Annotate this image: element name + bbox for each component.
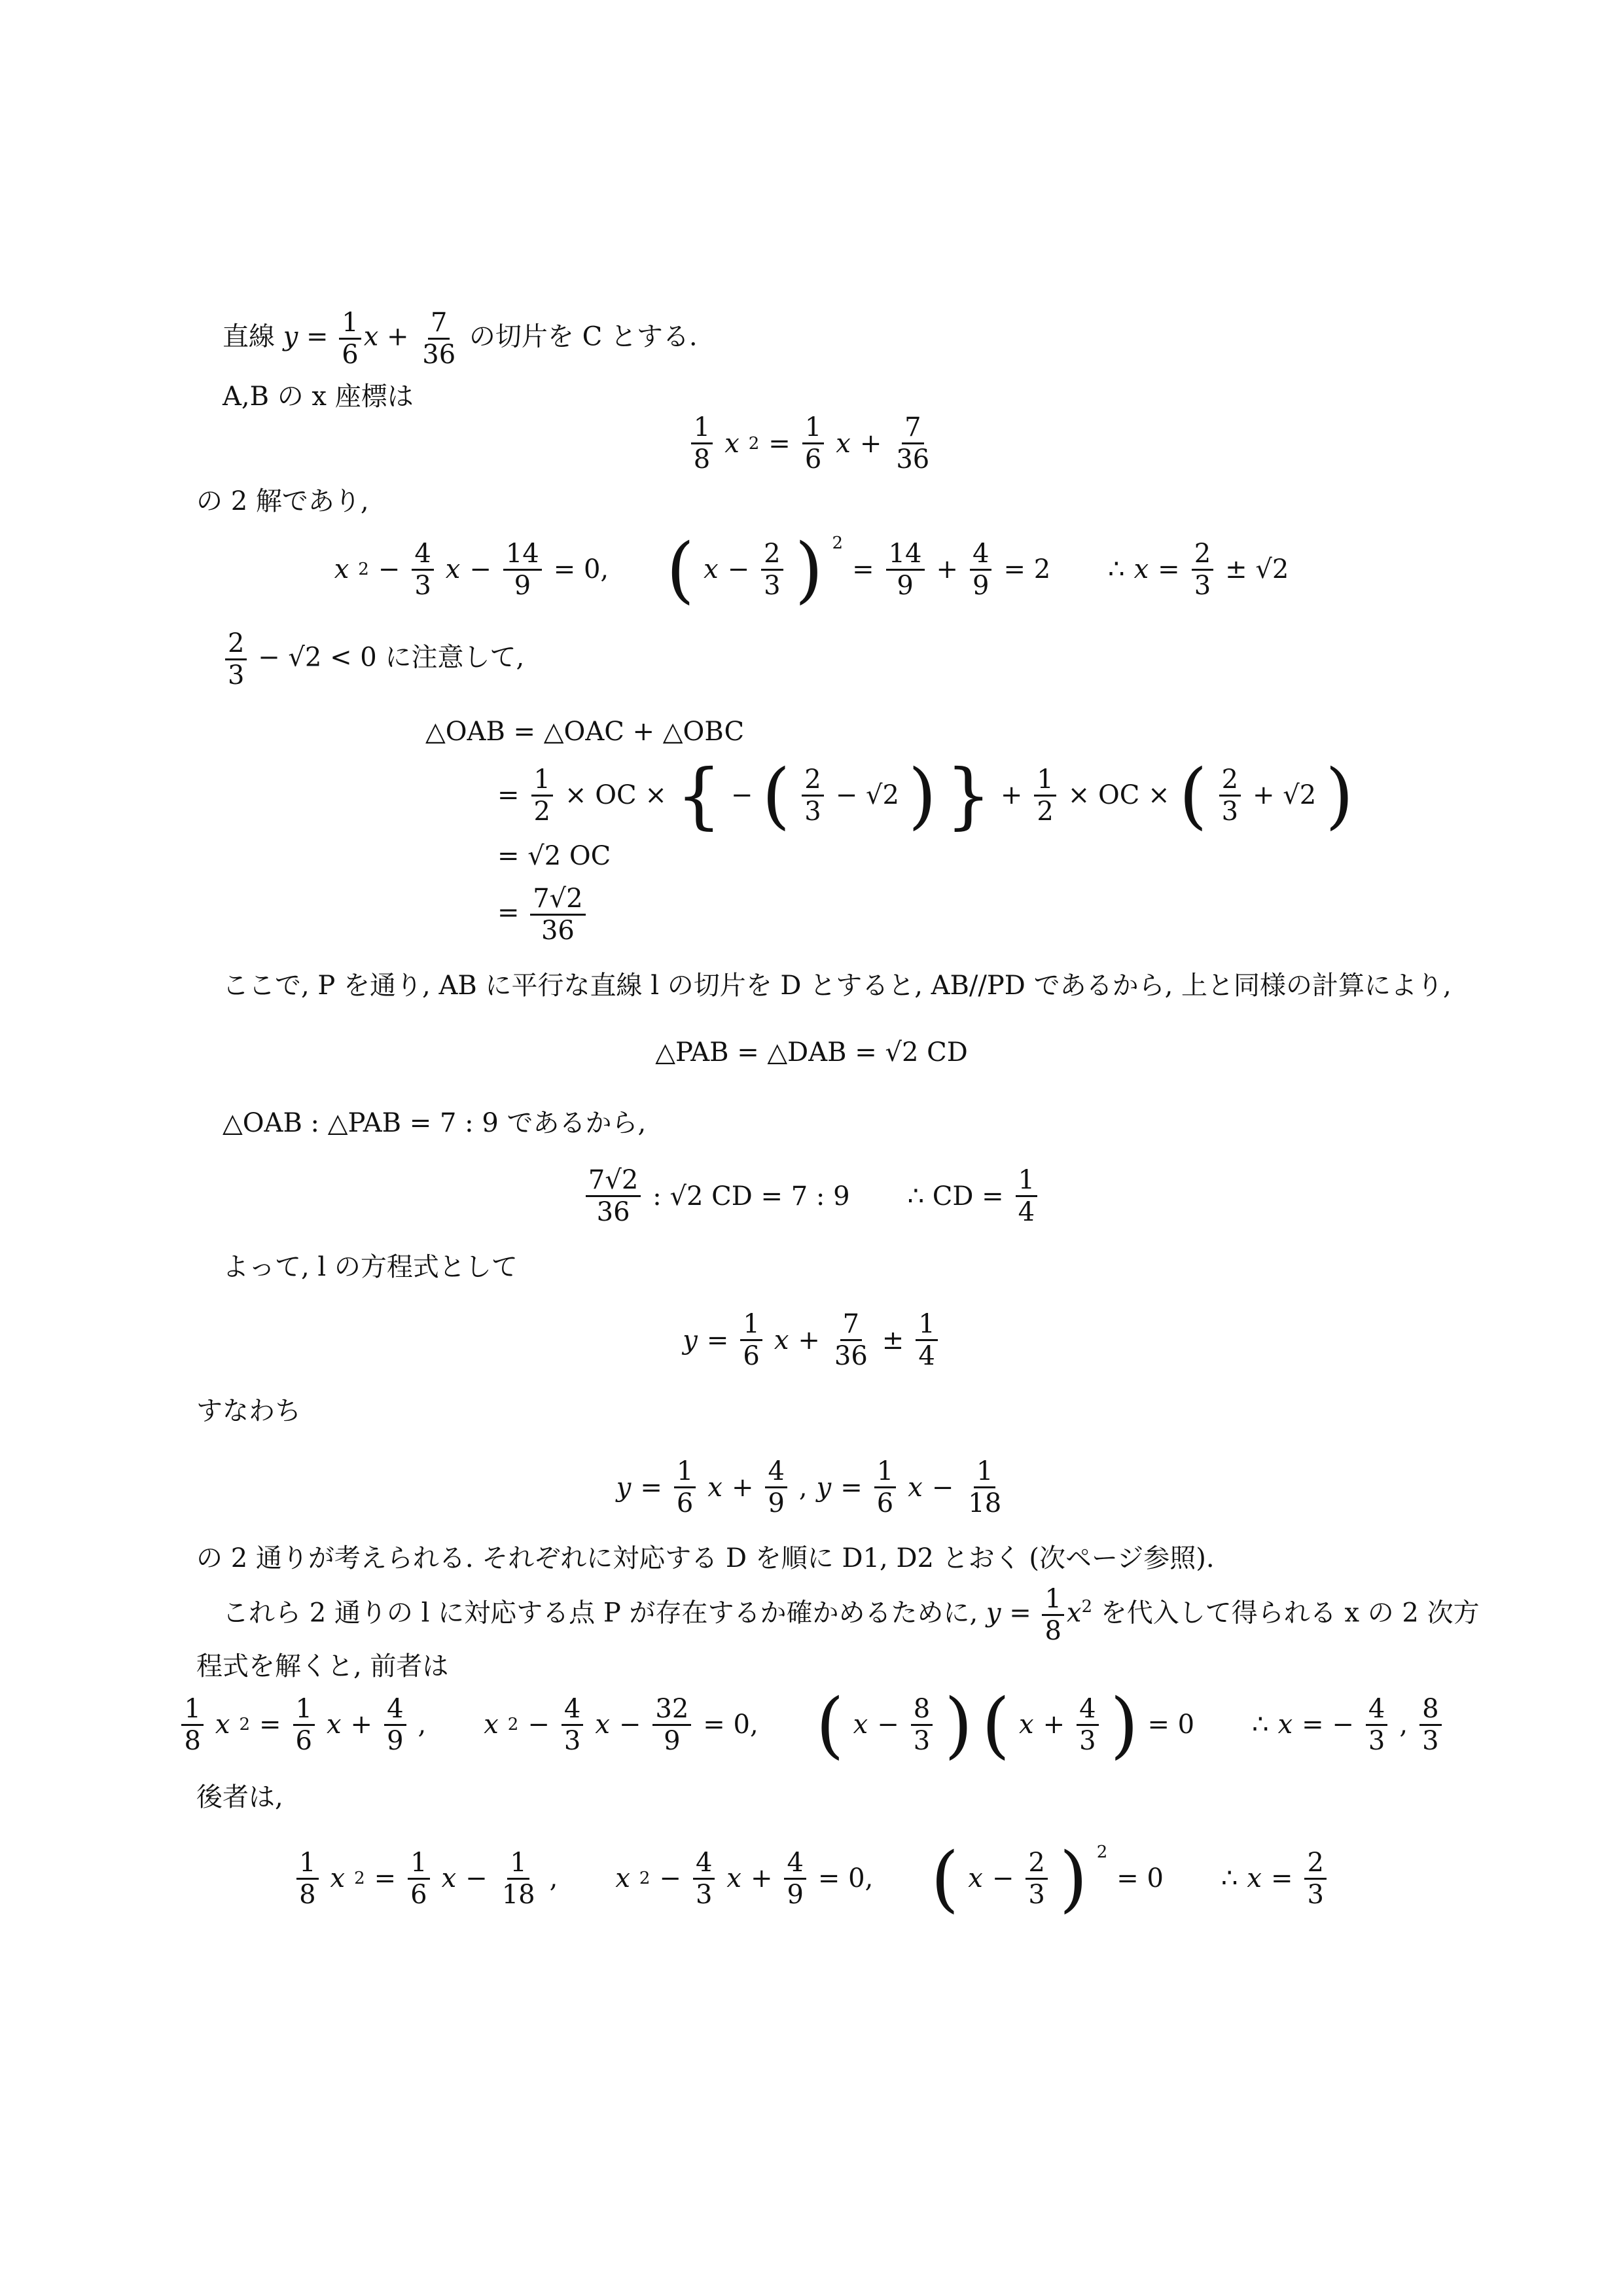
- text-fragment: 直線: [223, 321, 275, 352]
- paragraph-former: 程式を解くと, 前者は: [196, 1651, 449, 1681]
- text-fragment: これら 2 通りの l に対応する点 P が存在するか確かめるために,: [223, 1598, 978, 1628]
- text-fragment: < 0 に注意して,: [330, 642, 525, 673]
- area-line-1: △OAB = △OAC + △OBC: [425, 717, 745, 747]
- paragraph-ab-coords: A,B の x 座標は: [223, 382, 414, 412]
- paragraph-that-is: すなわち: [196, 1396, 301, 1426]
- paragraph-d1-d2: の 2 通りが考えられる. それぞれに対応する D を順に D1, D2 とおく (次ページ参照).: [196, 1543, 1215, 1573]
- paragraph-ratio: △OAB : △PAB = 7 : 9 であるから,: [223, 1108, 647, 1138]
- equation-quadratic: x 2 − $\frac{4}{3}$ x − $\frac{14}{9}$ = 0, ( x − $\frac{2}{3}$ ) $^2$ = $\frac{14}{9}$ + $\frac{4}{9}$ = 2 ∴ x = $\frac{2}{3}$ ± √2: [334, 528, 1289, 611]
- paragraph-parallel-line: ここで, P を通り, AB に平行な直線 l の切片を D とすると, AB//PD であるから, 上と同様の計算により,: [223, 971, 1452, 1001]
- equation-former: $\frac{1}{8}$ x 2 = $\frac{1}{6}$ x + $\frac{4}{9}$ , x 2 − $\frac{4}{3}$ x − $\frac{32}{9}$ = 0, ( x − $\frac{8}{3}$ ) ( x + $\frac{4}{3}$ ) = 0 ∴ x = − $\frac{4}{3}$ , $\frac{8}{3}$: [0, 1689, 1623, 1761]
- area-line-3: = √2 OC: [497, 841, 611, 871]
- paragraph-two-roots: の 2 解であり,: [196, 486, 369, 516]
- equation-pab: △PAB = △DAB = √2 CD: [655, 1037, 968, 1067]
- equation-latter: $\frac{1}{8}$ x 2 = $\frac{1}{6}$ x − $\frac{1}{18}$ , x 2 − $\frac{4}{3}$ x + $\frac{4}{9}$ = 0, ( x − $\frac{2}{3}$ ) $^2$ = 0 ∴ x = $\frac{2}{3}$: [0, 1842, 1623, 1914]
- paragraph-latter: 後者は,: [196, 1782, 283, 1812]
- equation-cd: $\frac{7√2}{36}$ : √2 CD = 7 : 9 ∴ CD = $\frac{1}{4}$: [0, 1165, 1623, 1227]
- equation-intersection: $\frac{1}{8}$ x 2 = $\frac{1}{6}$ x + $\frac{7}{36}$: [0, 412, 1623, 475]
- text-fragment: の切片を C とする.: [469, 321, 698, 352]
- area-line-4: = $\frac{7√2}{36}$: [497, 884, 588, 946]
- area-line-2: = $\frac{1}{2}$ × OC × { − ( $\frac{2}{3}$ − √2 ) } + $\frac{1}{2}$ × OC × ( $\frac{2}{3}$ + √2 ): [497, 753, 1354, 837]
- equation-l: y = $\frac{1}{6}$ x + $\frac{7}{36}$ ± $\frac{1}{4}$: [0, 1309, 1623, 1371]
- intercept-definition: 直線 y = $\frac{1}{6}$ x + $\frac{7}{36}$ の切片を C とする.: [223, 308, 698, 370]
- equation-two-lines: y = $\frac{1}{6}$ x + $\frac{4}{9}$ , y = $\frac{1}{6}$ x − $\frac{1}{18}$: [616, 1456, 1002, 1518]
- paragraph-note: $\frac{2}{3}$ − √2 < 0 に注意して,: [223, 628, 524, 691]
- paragraph-check-p: これら 2 通りの l に対応する点 P が存在するか確かめるために, y = $\frac{1}{8}$ $x^2$ を代入して得られる x の 2 次方: [223, 1584, 1480, 1646]
- text-fragment: を代入して得られる x の 2 次方: [1100, 1598, 1480, 1628]
- paragraph-equation-of-l: よって, l の方程式として: [223, 1252, 518, 1282]
- area-calculation: [425, 717, 744, 747]
